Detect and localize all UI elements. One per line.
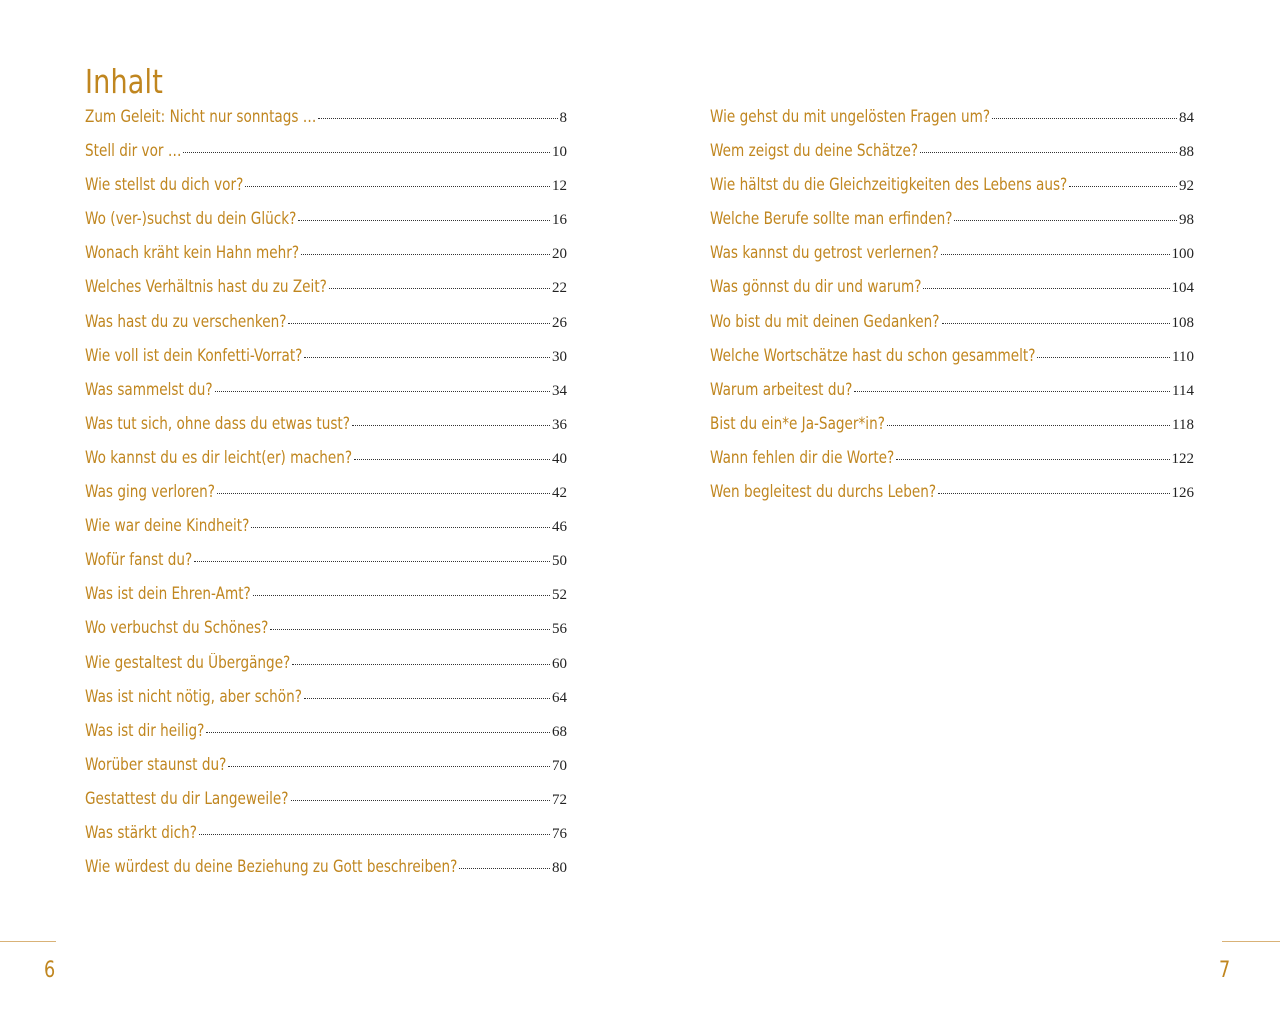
toc-entry-page: 10: [552, 144, 567, 161]
toc-entry-title-wrap: [710, 277, 921, 297]
toc-entry: [710, 414, 1194, 448]
toc-leader-dots: [270, 629, 550, 630]
toc-entry-page: 42: [552, 485, 567, 502]
toc-entry-title: Was gönnst du dir und warum?: [710, 277, 922, 298]
toc-entry-title: Wie gehst du mit ungelösten Fragen um?: [710, 107, 991, 127]
toc-entry-title: Wie würdest du deine Beziehung zu Gott beschreiben?: [85, 857, 458, 878]
toc-entry-page: 98: [1179, 212, 1194, 229]
toc-leader-dots: [253, 595, 550, 596]
toc-entry-page: 68: [552, 723, 567, 740]
toc-leader-dots: [920, 152, 1177, 153]
toc-entry-title: Wie gestaltest du Übergänge?: [85, 652, 291, 673]
toc-leader-dots: [1037, 357, 1170, 358]
toc-leader-dots: [245, 186, 550, 187]
toc-leader-dots: [228, 766, 550, 767]
toc-entry-title: Was stärkt dich?: [85, 822, 197, 843]
toc-leader-dots: [298, 220, 550, 221]
toc-entry-title-wrap: [85, 448, 352, 468]
toc-entry-title: Wo verbuchst du Schönes?: [85, 618, 269, 639]
toc-entry-title-wrap: [710, 243, 939, 263]
toc-entry-title: Wo kannst du es dir leicht(er) machen?: [85, 447, 353, 468]
toc-entry-page: 114: [1172, 382, 1194, 399]
toc-leader-dots: [183, 152, 550, 153]
toc-entry: [85, 687, 567, 721]
toc-entry: [710, 107, 1194, 141]
toc-entry-title: Was sammelst du?: [85, 379, 213, 400]
toc-entry: [85, 482, 567, 516]
toc-leader-dots: [354, 459, 550, 460]
toc-entry-page: 110: [1172, 348, 1194, 365]
toc-entry-title: Was hast du zu verschenken?: [85, 311, 287, 332]
toc-entry: [710, 175, 1194, 209]
toc-entry-title-wrap: [710, 141, 918, 161]
toc-entry-title-wrap: [710, 312, 940, 332]
toc-leader-dots: [887, 425, 1170, 426]
toc-entry: [85, 380, 567, 414]
toc-entry-title: Welches Verhältnis hast du zu Zeit?: [85, 277, 327, 298]
toc-entry-title: Was ging verloren?: [85, 482, 215, 503]
toc-entry-title: Was tut sich, ohne dass du etwas tust?: [85, 413, 350, 434]
toc-entry-page: 46: [552, 519, 567, 536]
toc-entry: [85, 448, 567, 482]
toc-entry-page: 70: [552, 757, 567, 774]
toc-entry: [85, 414, 567, 448]
toc-entry-page: 104: [1171, 280, 1194, 297]
toc-entry-page: 100: [1171, 246, 1194, 263]
toc-entry-page: 76: [552, 825, 567, 842]
toc-entry: [85, 346, 567, 380]
toc-entry: [85, 755, 567, 789]
toc-entry-page: 8: [559, 110, 567, 126]
toc-entry-title: Wem zeigst du deine Schätze?: [710, 141, 919, 162]
toc-leader-dots: [854, 391, 1170, 392]
toc-leader-dots: [938, 493, 1169, 494]
toc-entry-title: Wonach kräht kein Hahn mehr?: [85, 243, 300, 264]
toc-entry-title: Wie stellst du dich vor?: [85, 175, 244, 196]
toc-entry-title-wrap: [85, 789, 289, 809]
toc-entry: [85, 243, 567, 277]
page-number-left: 6: [44, 958, 56, 983]
toc-entry: [85, 584, 567, 618]
toc-leader-dots: [301, 254, 550, 255]
toc-leader-dots: [954, 220, 1177, 221]
toc-leader-dots: [199, 834, 550, 835]
toc-leader-dots: [923, 288, 1169, 289]
toc-entry-title: Welche Wortschätze hast du schon gesammelt?: [710, 345, 1036, 366]
toc-leader-dots: [941, 254, 1170, 255]
toc-entry: [85, 277, 567, 311]
toc-entry-title-wrap: [85, 482, 215, 502]
toc-leader-dots: [217, 493, 550, 494]
toc-entry-title-wrap: [85, 721, 204, 741]
toc-entry: [710, 482, 1194, 516]
toc-entry-title: Gestattest du dir Langeweile?: [85, 788, 289, 809]
toc-entry-page: 108: [1171, 314, 1194, 331]
toc-leader-dots: [942, 323, 1170, 324]
toc-entry-title: Was ist dein Ehren-Amt?: [85, 584, 251, 605]
toc-right-column: [710, 107, 1194, 516]
toc-leader-dots: [329, 288, 550, 289]
toc-entry-page: 22: [552, 280, 567, 297]
toc-entry-title: Stell dir vor …: [85, 141, 182, 162]
toc-entry-page: 50: [552, 553, 567, 570]
toc-entry-title-wrap: [85, 584, 251, 604]
toc-entry-title-wrap: [85, 823, 197, 843]
toc-entry-page: 80: [552, 860, 567, 877]
toc-entry-title: Was kannst du getrost verlernen?: [710, 243, 939, 264]
toc-entry-page: 60: [552, 655, 567, 672]
toc-entry-page: 40: [552, 450, 567, 467]
toc-entry: [85, 721, 567, 755]
toc-entry-title-wrap: [85, 618, 268, 638]
toc-entry-title: Wo (ver-)suchst du dein Glück?: [85, 209, 297, 230]
toc-entry-title-wrap: [85, 209, 296, 229]
toc-entry: [85, 175, 567, 209]
toc-entry-page: 30: [552, 348, 567, 365]
toc-left-column: [85, 107, 567, 891]
toc-entry: [85, 618, 567, 652]
footer-rule-right: [1222, 941, 1280, 942]
toc-leader-dots: [318, 118, 557, 119]
toc-entry: [85, 550, 567, 584]
toc-entry-page: 84: [1179, 110, 1194, 126]
toc-entry-title-wrap: [85, 755, 226, 775]
toc-leader-dots: [194, 561, 550, 562]
toc-entry-title: Wen begleitest du durchs Leben?: [710, 482, 937, 503]
toc-leader-dots: [206, 732, 550, 733]
toc-entry-title-wrap: [710, 175, 1067, 195]
toc-entry-title-wrap: [85, 107, 316, 127]
toc-entry-title-wrap: [85, 857, 457, 877]
toc-entry-title: Wo bist du mit deinen Gedanken?: [710, 311, 940, 332]
toc-entry-page: 56: [552, 621, 567, 638]
toc-entry: [85, 823, 567, 857]
toc-entry-title-wrap: [710, 482, 936, 502]
toc-entry: [710, 312, 1194, 346]
toc-entry-title-wrap: [85, 414, 350, 434]
toc-entry: [85, 141, 567, 175]
toc-leader-dots: [992, 118, 1177, 119]
page-number-right: 7: [1219, 958, 1231, 983]
toc-leader-dots: [304, 698, 550, 699]
toc-leader-dots: [292, 664, 550, 665]
toc-leader-dots: [304, 357, 550, 358]
toc-entry-page: 26: [552, 314, 567, 331]
toc-entry: [710, 346, 1194, 380]
toc-entry-title: Wie war deine Kindheit?: [85, 516, 250, 537]
toc-entry-title-wrap: [85, 380, 213, 400]
toc-leader-dots: [215, 391, 550, 392]
toc-leader-dots: [352, 425, 550, 426]
toc-entry-title: Wie hältst du die Gleichzeitigkeiten des Lebens aus?: [710, 175, 1068, 196]
toc-entry-title: Was ist nicht nötig, aber schön?: [85, 686, 302, 707]
toc-entry-title-wrap: [85, 141, 181, 161]
toc-entry-page: 126: [1171, 485, 1194, 502]
toc-entry-title-wrap: [710, 448, 894, 468]
toc-entry-title-wrap: [710, 414, 885, 434]
toc-entry: [710, 448, 1194, 482]
toc-entry-title: Worüber staunst du?: [85, 754, 227, 775]
toc-entry-title-wrap: [85, 516, 249, 536]
toc-entry-page: 20: [552, 246, 567, 263]
toc-entry-title-wrap: [710, 209, 952, 229]
toc-entry-page: 118: [1172, 416, 1194, 433]
toc-entry-page: 122: [1171, 450, 1194, 467]
toc-entry: [85, 209, 567, 243]
toc-entry-title-wrap: [85, 653, 290, 673]
toc-entry-title: Was ist dir heilig?: [85, 720, 205, 741]
toc-leader-dots: [288, 323, 550, 324]
toc-entry: [85, 312, 567, 346]
toc-leader-dots: [291, 800, 551, 801]
toc-entry: [710, 380, 1194, 414]
toc-entry-title-wrap: [710, 346, 1035, 366]
footer-rule-left: [0, 941, 56, 942]
toc-entry-title: Wie voll ist dein Konfetti-Vorrat?: [85, 345, 303, 366]
toc-entry: [85, 653, 567, 687]
toc-entry-title-wrap: [710, 380, 852, 400]
toc-entry: [710, 243, 1194, 277]
toc-entry-page: 36: [552, 416, 567, 433]
toc-entry-title-wrap: [85, 346, 302, 366]
toc-entry-page: 88: [1179, 144, 1194, 161]
toc-entry: [85, 857, 567, 891]
toc-entry-title: Bist du ein*e Ja-Sager*in?: [710, 413, 885, 434]
toc-entry-title-wrap: [85, 277, 327, 297]
toc-entry-page: 52: [552, 587, 567, 604]
toc-entry-title: Warum arbeitest du?: [710, 379, 853, 400]
toc-entry-page: 12: [552, 178, 567, 195]
toc-entry: [85, 107, 567, 141]
toc-entry-title-wrap: [710, 107, 990, 127]
toc-leader-dots: [459, 868, 550, 869]
toc-entry: [710, 277, 1194, 311]
page-title: Inhalt: [85, 62, 163, 101]
toc-entry-title-wrap: [85, 175, 243, 195]
toc-entry-page: 16: [552, 212, 567, 229]
toc-entry-page: 34: [552, 382, 567, 399]
toc-entry-title: Wann fehlen dir die Worte?: [710, 447, 895, 468]
toc-entry: [85, 516, 567, 550]
toc-leader-dots: [896, 459, 1169, 460]
toc-entry-title: Welche Berufe sollte man erfinden?: [710, 209, 953, 230]
toc-leader-dots: [251, 527, 550, 528]
toc-entry-title-wrap: [85, 243, 299, 263]
toc-entry: [710, 141, 1194, 175]
toc-entry-title-wrap: [85, 312, 286, 332]
toc-entry: [85, 789, 567, 823]
toc-entry-title: Wofür fanst du?: [85, 550, 193, 571]
toc-entry-page: 64: [552, 689, 567, 706]
toc-leader-dots: [1069, 186, 1177, 187]
toc-entry-title-wrap: [85, 550, 192, 570]
toc-entry-page: 72: [552, 791, 567, 808]
toc-entry-page: 92: [1179, 178, 1194, 195]
toc-entry-title: Zum Geleit: Nicht nur sonntags …: [85, 107, 317, 127]
toc-entry: [710, 209, 1194, 243]
toc-entry-title-wrap: [85, 687, 302, 707]
